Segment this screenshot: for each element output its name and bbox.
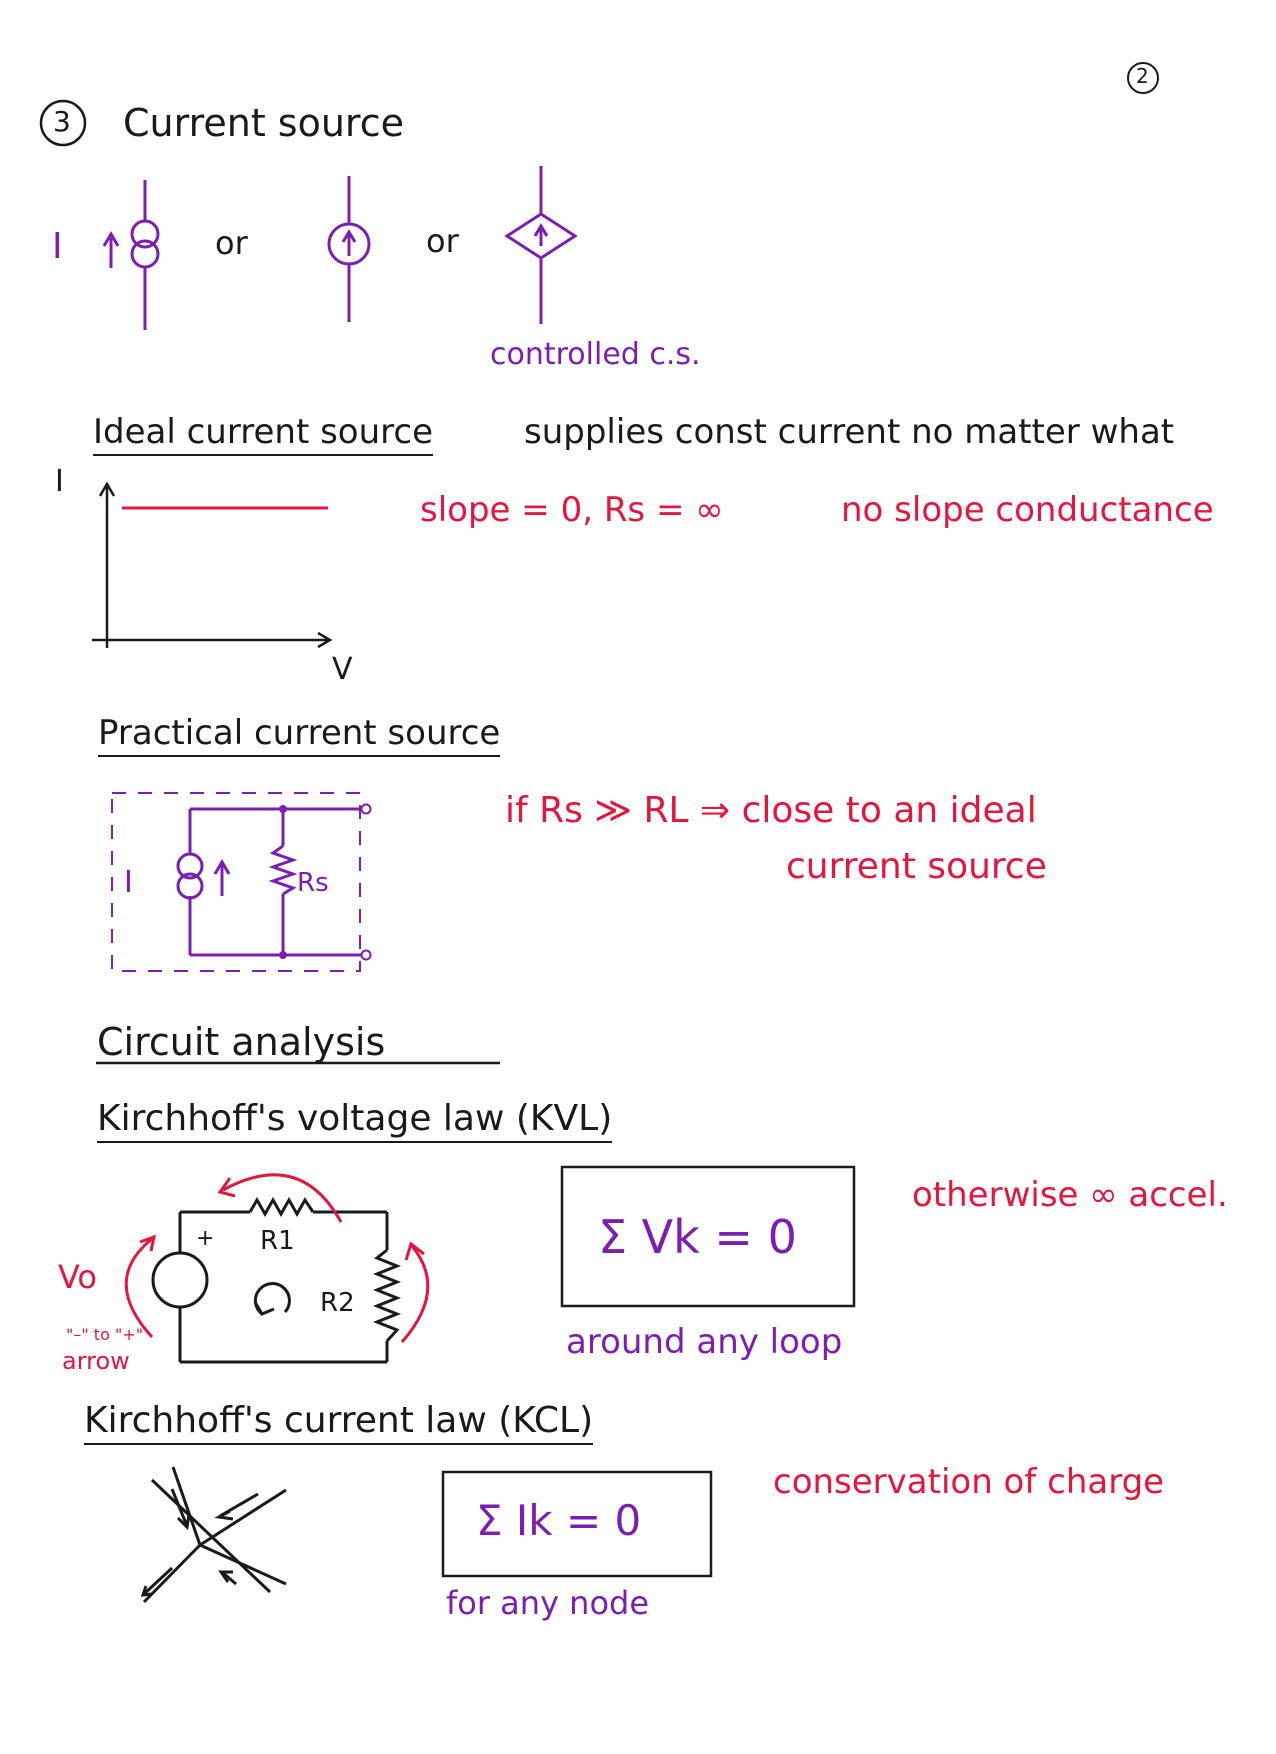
kcl-side-note: conservation of charge [773,1462,1165,1502]
circuit-analysis-heading: Circuit analysis [97,1020,386,1064]
kcl-node-diagram [143,1467,286,1602]
practical-source-circuit [178,809,362,955]
node-dot-top [279,805,287,813]
kvl-side-note: otherwise ∞ accel. [912,1175,1228,1215]
iv-x-axis-label: V [332,652,353,687]
iv-y-axis-label: I [55,464,64,499]
section-title: Current source [123,101,404,145]
kvl-equation: Σ Vk = 0 [598,1210,797,1264]
controlled-source-symbol [507,166,575,324]
kvl-plus-sign: + [196,1226,215,1251]
or-label-2: or [426,222,459,260]
current-label-symbol-1: I [52,226,63,267]
node-dot-bottom [279,951,287,959]
current-source-symbol-2 [329,176,369,322]
kvl-heading: Kirchhoff's voltage law (KVL) [97,1098,612,1143]
or-label-1: or [215,224,248,262]
terminal-top [362,805,371,814]
kcl-caption: for any node [446,1584,650,1622]
practical-heading: Practical current source [98,713,500,757]
ideal-heading: Ideal current source [93,412,433,456]
kcl-equation: Σ Ik = 0 [476,1496,642,1545]
conductance-note: no slope conductance [841,490,1214,530]
page-number: 2 [1136,64,1149,88]
ideal-description: supplies const current no matter what [524,412,1175,452]
practical-note-line1: if Rs ≫ RL ⇒ close to an ideal [505,790,1037,831]
controlled-source-caption: controlled c.s. [490,337,701,372]
practical-current-label: I [124,865,133,900]
kvl-caption: around any loop [566,1322,843,1362]
kcl-heading: Kirchhoff's current law (KCL) [84,1400,593,1445]
kvl-r1-label: R1 [260,1226,295,1256]
slope-note: slope = 0, Rs = ∞ [420,490,724,530]
practical-resistor-label: Rs [297,868,329,898]
kvl-r2-label: R2 [320,1288,355,1318]
current-source-symbol-1 [104,180,158,330]
kvl-circuit [153,1200,397,1362]
kvl-source-label: Vo [58,1258,97,1296]
kvl-arrow-note-line2: arrow [62,1347,130,1375]
kvl-arrow-note-line1: "–" to "+" [66,1325,144,1344]
section-number: 3 [53,105,71,138]
practical-note-line2: current source [786,846,1047,887]
terminal-bottom [362,951,371,960]
